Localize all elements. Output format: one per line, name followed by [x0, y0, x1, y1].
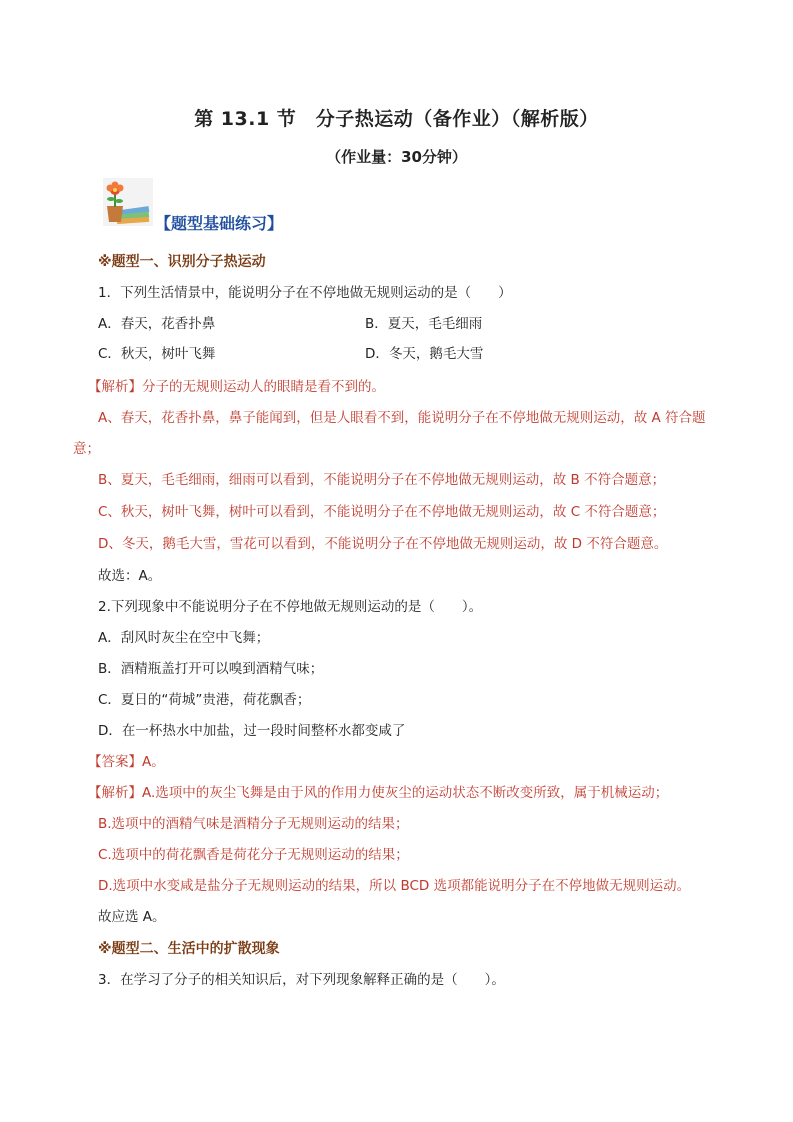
- q2-analysis-3: C.选项中的荷花飘香是荷花分子无规则运动的结果；: [98, 847, 409, 863]
- type2-heading: ※题型二、生活中的扩散现象: [98, 941, 280, 957]
- q2-option-c: C．夏日的“荷城”贵港，荷花飘香；: [98, 692, 311, 708]
- q2-analysis-label: 【解析】: [88, 785, 142, 801]
- q1-stem: 1．下列生活情景中，能说明分子在不停地做无规则运动的是（ ）: [98, 285, 512, 301]
- q1-analysis-a-line2: 意；: [73, 441, 100, 457]
- q2-answer: [88, 752, 165, 772]
- q1-analysis-intro: 分子的无规则运动人的眼睛是看不到的。: [142, 379, 385, 395]
- q2-option-d: D．在一杯热水中加盐，过一段时间整杯水都变咸了: [98, 723, 406, 739]
- q1-option-c: C．秋天，树叶飞舞: [98, 346, 216, 362]
- q1-option-d: D．冬天，鹅毛大雪: [365, 346, 484, 362]
- q1-analysis-b: B、夏天，毛毛细雨，细雨可以看到，不能说明分子在不停地做无规则运动，故 B 不符合题意；: [98, 472, 666, 488]
- q3-stem: 3．在学习了分子的相关知识后，对下列现象解释正确的是（ ）。: [98, 972, 505, 988]
- section-banner: 【题型基础练习】: [155, 214, 284, 233]
- q2-conclusion: 故应选 A。: [98, 909, 166, 925]
- q1-analysis-d: D、冬天，鹅毛大雪，雪花可以看到，不能说明分子在不停地做无规则运动，故 D 不符合题意。: [98, 536, 668, 552]
- q2-analysis-2: B.选项中的酒精气味是酒精分子无规则运动的结果；: [98, 816, 409, 832]
- q1-analysis-a-line1: A、春天，花香扑鼻，鼻子能闻到，但是人眼看不到，能说明分子在不停地做无规则运动，故 A 符合题: [98, 410, 706, 426]
- q2-analysis-4: D.选项中水变咸是盐分子无规则运动的结果，所以 BCD 选项都能说明分子在不停地做无规则运动。: [98, 878, 691, 894]
- page-title: 第 13.1 节 分子热运动（备作业）（解析版）: [194, 108, 599, 130]
- q2-analysis-1: A.选项中的灰尘飞舞是由于风的作用力使灰尘的运动状态不断改变所致，属于机械运动；: [142, 785, 669, 801]
- q1-analysis: [88, 377, 385, 397]
- flower-pot-books-icon: [103, 178, 153, 226]
- q1-option-a: A．春天，花香扑鼻: [98, 316, 216, 332]
- q2-answer-label: 【答案】: [88, 754, 142, 770]
- q2-option-b: B．酒精瓶盖打开可以嗅到酒精气味；: [98, 661, 324, 677]
- q2-answer-text: A。: [142, 754, 165, 770]
- q1-analysis-c: C、秋天，树叶飞舞，树叶可以看到，不能说明分子在不停地做无规则运动，故 C 不符合题意；: [98, 504, 666, 520]
- q2-analysis: [88, 783, 668, 803]
- page-subtitle: （作业量：30分钟）: [326, 148, 467, 166]
- q1-analysis-label: 【解析】: [88, 379, 142, 395]
- q1-answer: 故选：A。: [98, 568, 162, 584]
- q2-option-a: A．刮风时灰尘在空中飞舞；: [98, 630, 270, 646]
- q2-stem: 2.下列现象中不能说明分子在不停地做无规则运动的是（ ）。: [98, 599, 483, 615]
- q1-option-b: B．夏天，毛毛细雨: [365, 316, 483, 332]
- type1-heading: ※题型一、识别分子热运动: [98, 254, 266, 270]
